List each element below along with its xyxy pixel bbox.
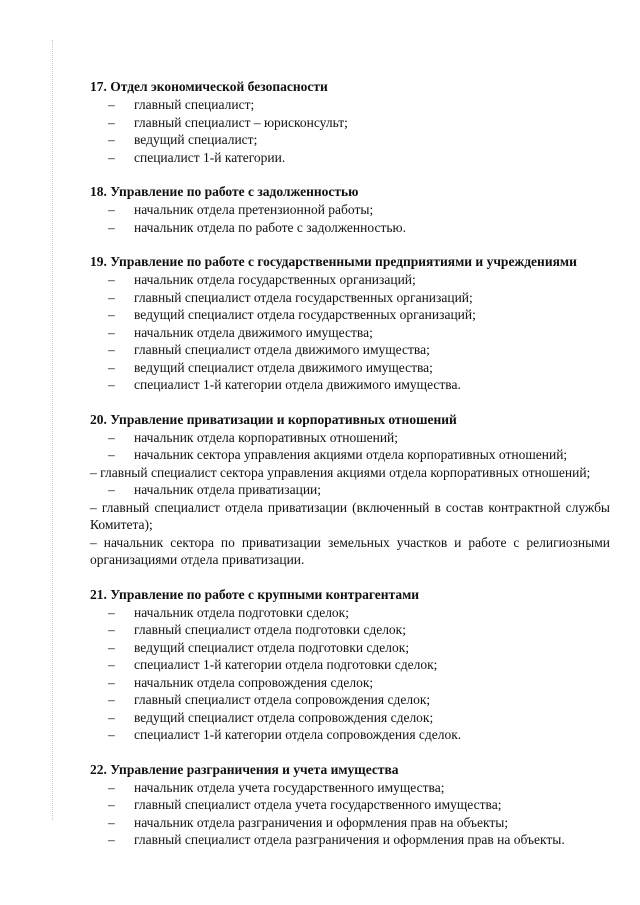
list-item: – начальник отдела претензионной работы; bbox=[108, 202, 374, 217]
list-item: – начальник отдела корпоративных отношений; bbox=[108, 429, 399, 445]
list-item: – специалист 1-й категории. bbox=[108, 149, 286, 165]
section-title: 20. Управление приватизации и корпоративных отношений bbox=[90, 411, 457, 427]
list-item: – начальник отдела сопровождения сделок; bbox=[108, 674, 374, 690]
list-item: – ведущий специалист; bbox=[108, 132, 258, 147]
list-item: – начальник отдела движимого имущества; bbox=[108, 324, 373, 340]
list-item: – главный специалист отдела сопровождения сделок; bbox=[108, 692, 431, 707]
document-content bbox=[90, 78, 610, 866]
section-19 bbox=[90, 253, 610, 394]
list-item: – ведущий специалист отдела сопровождения сделок; bbox=[108, 709, 434, 725]
list-item: – начальник отдела государственных организаций; bbox=[108, 272, 416, 287]
list-item: – главный специалист отдела учета государственного имущества; bbox=[108, 797, 502, 812]
list-item: – начальник сектора по приватизации земельных участков и работе с религиозными организациями отдела приватизации. bbox=[90, 534, 610, 567]
section-21 bbox=[90, 586, 610, 744]
list-item: – специалист 1-й категории отдела движимого имущества. bbox=[108, 377, 461, 392]
list-item: – специалист 1-й категории отдела подготовки сделок; bbox=[108, 657, 438, 672]
list-item: – начальник отдела подготовки сделок; bbox=[108, 604, 349, 620]
list-item: – главный специалист отдела государственных организаций; bbox=[108, 289, 473, 305]
list-item: – начальник отдела разграничения и оформления прав на объекты; bbox=[108, 814, 509, 830]
section-title: 17. Отдел экономической безопасности bbox=[90, 79, 328, 94]
list-item: – начальник отдела по работе с задолженностью. bbox=[108, 219, 406, 235]
list-item: – главный специалист – юрисконсульт; bbox=[108, 114, 348, 130]
section-22 bbox=[90, 761, 610, 849]
list-item: – начальник сектора управления акциями отдела корпоративных отношений; bbox=[108, 447, 568, 462]
list-item: – начальник отдела учета государственного имущества; bbox=[108, 779, 445, 795]
section-title: 18. Управление по работе с задолженностью bbox=[90, 184, 359, 199]
list-item: – ведущий специалист отдела государственных организаций; bbox=[108, 307, 476, 322]
list-item: – специалист 1-й категории отдела сопровождения сделок. bbox=[108, 727, 462, 742]
list-item: – главный специалист отдела приватизации (включенный в состав контрактной службы Комитета); bbox=[90, 499, 611, 532]
list-item: – главный специалист отдела движимого имущества; bbox=[108, 342, 430, 357]
list-item: – главный специалист отдела подготовки сделок; bbox=[108, 622, 406, 637]
section-18 bbox=[90, 183, 610, 236]
list-item: – главный специалист сектора управления акциями отдела корпоративных отношений; bbox=[90, 464, 591, 480]
section-17 bbox=[90, 78, 610, 166]
scan-margin-dots bbox=[52, 40, 54, 820]
section-title: 21. Управление по работе с крупными контрагентами bbox=[90, 586, 420, 602]
section-title: 22. Управление разграничения и учета имущества bbox=[90, 761, 399, 777]
section-title: 19. Управление по работе с государственными предприятиями и учреждениями bbox=[90, 254, 577, 269]
list-item: – главный специалист отдела разграничения и оформления прав на объекты. bbox=[108, 832, 565, 847]
list-item: – начальник отдела приватизации; bbox=[108, 482, 322, 497]
list-item: – главный специалист; bbox=[108, 97, 255, 112]
list-item: – ведущий специалист отдела подготовки сделок; bbox=[108, 639, 410, 655]
list-item: – ведущий специалист отдела движимого имущества; bbox=[108, 359, 433, 375]
section-20 bbox=[90, 411, 610, 569]
